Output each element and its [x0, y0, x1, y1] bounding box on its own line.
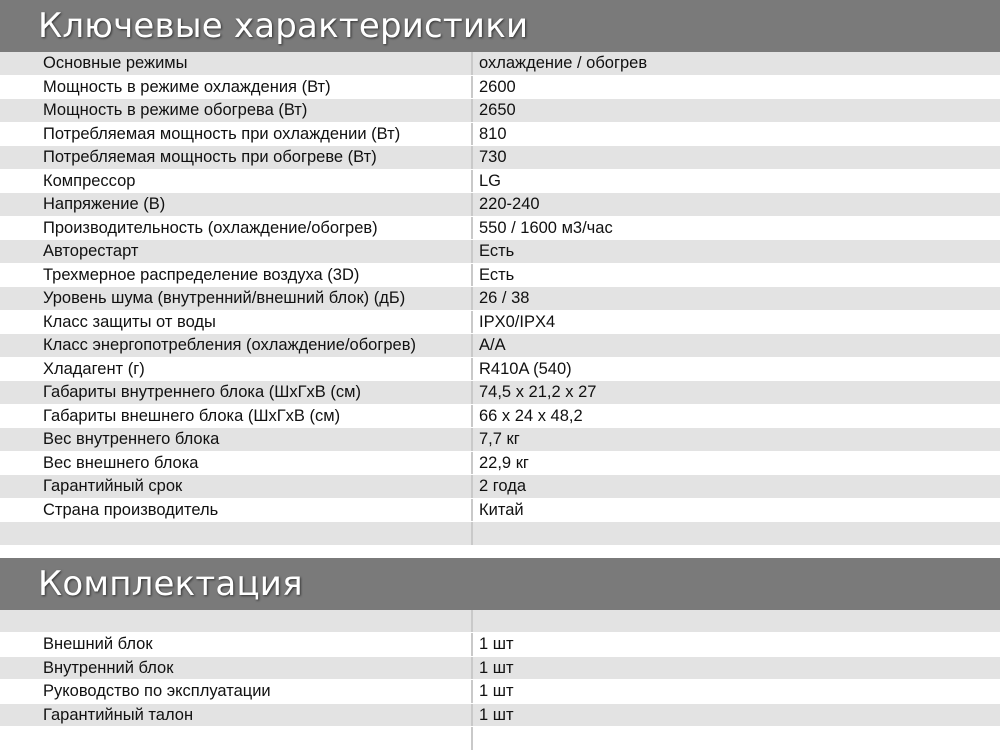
table-row — [0, 146, 1000, 170]
row-value: 730 — [479, 148, 507, 166]
table-row — [0, 264, 1000, 288]
package-table — [0, 610, 1000, 750]
row-value: IPX0/IPX4 — [479, 312, 556, 331]
table-row — [0, 217, 1000, 241]
row-label: Авторестарт — [0, 240, 473, 263]
row-label: Производительность (охлаждение/обогрев) — [0, 217, 473, 240]
row-label: Мощность в режиме обогрева (Вт) — [0, 99, 473, 122]
row-label: Страна производитель — [0, 499, 473, 522]
table-row — [0, 680, 1000, 704]
row-value: Есть — [479, 265, 515, 284]
row-value: LG — [479, 171, 502, 190]
specs-section-title: Ключевые характеристики — [0, 0, 1000, 52]
row-label — [0, 610, 473, 633]
table-row — [0, 428, 1000, 452]
row-value: 1 шт — [479, 635, 514, 653]
row-label: Напряжение (В) — [0, 193, 473, 216]
row-value — [473, 727, 1000, 750]
row-label: Мощность в режиме охлаждения (Вт) — [0, 76, 473, 99]
table-row — [0, 52, 1000, 76]
row-label: Руководство по эксплуатации — [0, 680, 473, 703]
table-row — [0, 334, 1000, 358]
row-value: 7,7 кг — [479, 430, 520, 448]
row-label: Гарантийный талон — [0, 704, 473, 727]
row-value: 74,5 x 21,2 x 27 — [479, 383, 597, 401]
row-label: Габариты внешнего блока (ШхГхВ (см) — [0, 405, 473, 428]
row-value — [473, 610, 1000, 633]
table-row — [0, 99, 1000, 123]
table-row — [0, 405, 1000, 429]
table-row — [0, 123, 1000, 147]
row-value: 810 — [479, 124, 507, 143]
row-label: Внешний блок — [0, 633, 473, 656]
table-row — [0, 610, 1000, 634]
table-row — [0, 358, 1000, 382]
row-label: Вес внешнего блока — [0, 452, 473, 475]
row-label — [0, 522, 473, 545]
row-value: 220-240 — [479, 195, 540, 213]
row-value: 550 / 1600 м3/час — [479, 218, 613, 237]
table-row — [0, 240, 1000, 264]
row-label: Трехмерное распределение воздуха (3D) — [0, 264, 473, 287]
row-value: Есть — [479, 242, 515, 260]
row-value: 1 шт — [479, 682, 514, 700]
row-value: охлаждение / обогрев — [479, 54, 648, 72]
row-value: 2600 — [479, 77, 516, 96]
row-value: 2 года — [479, 477, 527, 495]
table-row — [0, 76, 1000, 100]
row-label: Уровень шума (внутренний/внешний блок) (дБ) — [0, 287, 473, 310]
table-row — [0, 727, 1000, 750]
row-label: Габариты внутреннего блока (ШхГхВ (см) — [0, 381, 473, 404]
specs-table — [0, 52, 1000, 546]
row-value: R410A (540) — [479, 359, 572, 378]
table-row — [0, 381, 1000, 405]
table-row — [0, 170, 1000, 194]
table-row — [0, 633, 1000, 657]
row-label: Основные режимы — [0, 52, 473, 75]
package-section-title: Комплектация — [0, 558, 1000, 610]
row-label: Потребляемая мощность при обогреве (Вт) — [0, 146, 473, 169]
row-value: 26 / 38 — [479, 289, 530, 307]
table-row — [0, 452, 1000, 476]
table-row — [0, 287, 1000, 311]
row-value: Китай — [479, 500, 524, 519]
table-row — [0, 475, 1000, 499]
row-value: 22,9 кг — [479, 453, 529, 472]
table-row — [0, 704, 1000, 728]
row-label: Хладагент (г) — [0, 358, 473, 381]
table-row — [0, 311, 1000, 335]
row-value: 66 x 24 x 48,2 — [479, 406, 583, 425]
table-row — [0, 193, 1000, 217]
row-label: Внутренний блок — [0, 657, 473, 680]
row-value: 1 шт — [479, 658, 514, 677]
row-label — [0, 727, 473, 750]
table-row — [0, 499, 1000, 523]
row-value: 2650 — [479, 101, 516, 119]
table-row — [0, 522, 1000, 546]
section-gap — [0, 546, 1000, 558]
row-label: Компрессор — [0, 170, 473, 193]
row-value — [473, 522, 1000, 545]
row-value: A/A — [479, 336, 506, 354]
row-value: 1 шт — [479, 705, 514, 724]
row-label: Потребляемая мощность при охлаждении (Вт) — [0, 123, 473, 146]
row-label: Вес внутреннего блока — [0, 428, 473, 451]
row-label: Гарантийный срок — [0, 475, 473, 498]
table-row — [0, 657, 1000, 681]
row-label: Класс защиты от воды — [0, 311, 473, 334]
row-label: Класс энергопотребления (охлаждение/обогрев) — [0, 334, 473, 357]
